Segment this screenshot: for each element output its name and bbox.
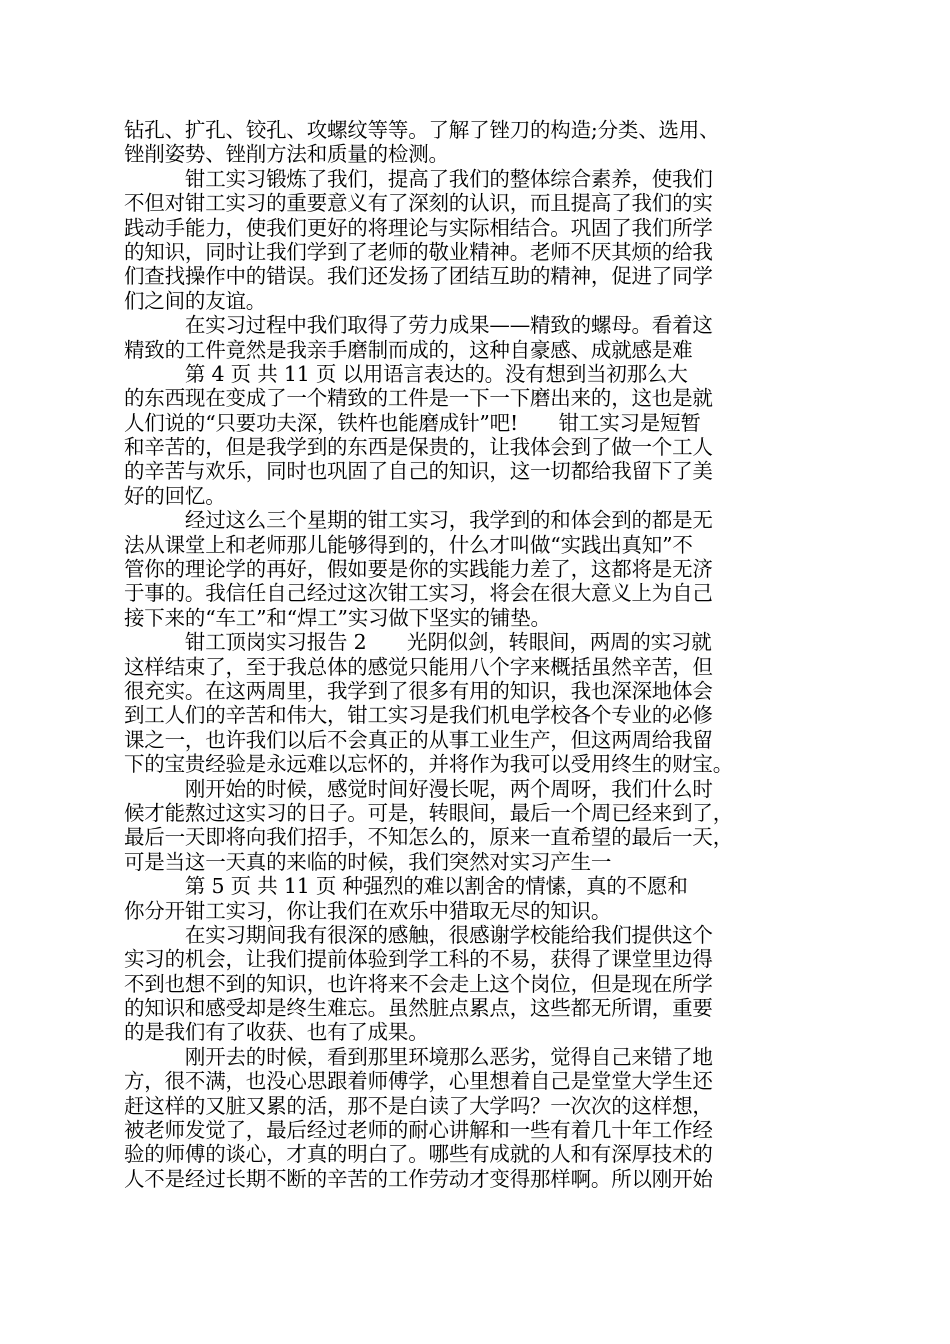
text-line: 好的回忆。 <box>124 483 226 508</box>
text-line: 候才能熬过这实习的日子。可是，转眼间，最后一个周已经来到了， <box>124 800 733 825</box>
text-line: 刚开去的时候，看到那里环境那么恶劣，觉得自己来错了地 <box>124 1044 713 1069</box>
text-line: 不到也想不到的知识，也许将来不会走上这个岗位，但是现在所学 <box>124 971 713 996</box>
text-line: 在实习过程中我们取得了劳力成果——精致的螺母。看着这 <box>124 313 713 338</box>
text-line: 的是我们有了收获、也有了成果。 <box>124 1020 429 1045</box>
text-line: 最后一天即将向我们招手，不知怎么的，原来一直希望的最后一天， <box>124 825 733 850</box>
text-line: 验的师傅的谈心，才真的明白了。哪些有成就的人和有深厚技术的 <box>124 1142 713 1167</box>
text-line: 践动手能力，使我们更好的将理论与实际相结合。巩固了我们所学 <box>124 215 713 240</box>
text-line: 被老师发觉了，最后经过老师的耐心讲解和一些有着几十年工作经 <box>124 1118 713 1143</box>
text-line: 们之间的友谊。 <box>124 288 267 313</box>
text-line: 第 4 页 共 11 页 以用语言表达的。没有想到当初那么大 <box>124 361 688 386</box>
text-line: 的东西现在变成了一个精致的工件是一下一下磨出来的，这也是就 <box>124 386 713 411</box>
text-line: 可是当这一天真的来临的时候，我们突然对实习产生一 <box>124 849 612 874</box>
text-line: 管你的理论学的再好，假如要是你的实践能力差了，这都将是无济 <box>124 557 713 582</box>
text-line: 和辛苦的，但是我学到的东西是保贵的，让我体会到了做一个工人 <box>124 435 713 460</box>
text-line: 第 5 页 共 11 页 种强烈的难以割舍的情愫，真的不愿和 <box>124 874 688 899</box>
text-line: 人们说的“只要功夫深，铁杵也能磨成针”吧! 钳工实习是短暂 <box>124 410 701 435</box>
text-line: 钻孔、扩孔、铰孔、攻螺纹等等。了解了锉刀的构造;分类、选用、 <box>124 118 720 142</box>
document-body <box>124 118 824 1191</box>
text-line: 的知识和感受却是终生难忘。虽然脏点累点，这些都无所谓，重要 <box>124 996 713 1021</box>
text-line: 下的宝贵经验是永远难以忘怀的，并将作为我可以受用终生的财宝。 <box>124 752 733 777</box>
text-line: 刚开始的时候，感觉时间好漫长呢，两个周呀，我们什么时 <box>124 776 713 801</box>
text-line: 赶这样的又脏又累的活，那不是白读了大学吗？一次次的这样想， <box>124 1093 713 1118</box>
text-line: 们查找操作中的错误。我们还发扬了团结互助的精神，促进了同学 <box>124 264 713 289</box>
text-line: 锉削姿势、锉削方法和质量的检测。 <box>124 142 449 167</box>
text-line: 的知识，同时让我们学到了老师的敬业精神。老师不厌其烦的给我 <box>124 239 713 264</box>
text-line: 你分开钳工实习，你让我们在欢乐中猎取无尽的知识。 <box>124 898 612 923</box>
text-line: 人不是经过长期不断的辛苦的工作劳动才变得那样啊。所以刚开始 <box>124 1166 713 1191</box>
text-line: 到工人们的辛苦和伟大，钳工实习是我们机电学校各个专业的必修 <box>124 703 713 728</box>
text-line: 课之一，也许我们以后不会真正的从事工业生产，但这两周给我留 <box>124 727 713 752</box>
text-line: 实习的机会，让我们提前体验到学工科的不易，获得了课堂里边得 <box>124 947 713 972</box>
text-line: 接下来的“车工”和“焊工”实习做下坚实的铺垫。 <box>124 605 551 630</box>
text-line: 精致的工件竟然是我亲手磨制而成的，这种自豪感、成就感是难 <box>124 337 693 362</box>
text-line: 钳工实习锻炼了我们，提高了我们的整体综合素养，使我们 <box>124 166 713 191</box>
text-line: 经过这么三个星期的钳工实习，我学到的和体会到的都是无 <box>124 508 713 533</box>
text-line: 在实习期间我有很深的感触，很感谢学校能给我们提供这个 <box>124 922 713 947</box>
text-line: 很充实。在这两周里，我学到了很多有用的知识，我也深深地体会 <box>124 678 713 703</box>
text-line: 钳工顶岗实习报告 2 光阴似剑，转眼间，两周的实习就 <box>124 630 712 655</box>
text-line: 的辛苦与欢乐，同时也巩固了自己的知识，这一切都给我留下了美 <box>124 459 713 484</box>
text-line: 不但对钳工实习的重要意义有了深刻的认识，而且提高了我们的实 <box>124 191 713 216</box>
text-line: 这样结束了，至于我总体的感觉只能用八个字来概括虽然辛苦，但 <box>124 654 713 679</box>
text-line: 法从课堂上和老师那儿能够得到的，什么才叫做“实践出真知”不 <box>124 532 693 557</box>
text-line: 于事的。我信任自己经过这次钳工实习，将会在很大意义上为自己 <box>124 581 713 606</box>
text-line: 方，很不满，也没心思跟着师傅学，心里想着自己是堂堂大学生还 <box>124 1069 713 1094</box>
